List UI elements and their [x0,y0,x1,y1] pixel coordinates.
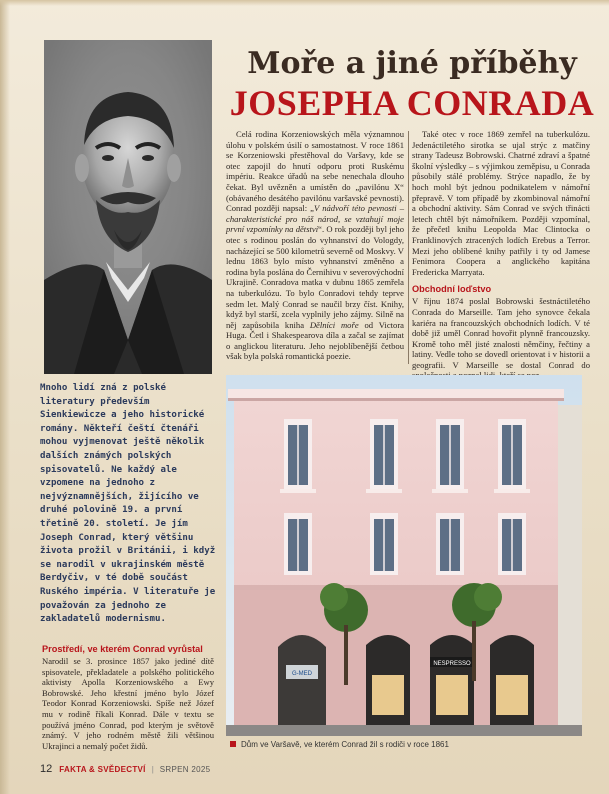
page-number: 12 [40,763,53,775]
article-title-line1: Moře a jiné příběhy [247,46,577,81]
column1-paragraph: Celá rodina Korzeniowských měla významnou úlohu v polském úsilí o samostatnost. V roce 1861 se Korzeniowski přestěhoval do Varšavy, kde se otec zapojil do hnutí odporu proti Ruskému impériu. Reakce úřadů na sebe nenechala dlouho čekat. Byl uvězněn a umístěn do „pavilónu X“ (obávaného desátého pavilónu varšavské pevnosti). Conrad později napsal: „V nádvoří této pevnosti – charakteristické pro náš národ, se vztahují moje první vzpomínky na dětství“. O rok později byl jeho otec s rodinou poslán do vyhnanství do Vologdy, nacházející se 500 kilometrů severně od Moskvy. V lednu 1863 bylo místo vyhnanství změněno a rodina byla poslána do Černihivu v severovýchodní Ukrajině. Conradova matka v dubnu 1865 zemřela na tuberkulózu. To bylo Conradovi tehdy teprve sedm let. Malý Conrad se naučil brzy číst. Knihy, když byl starší, zcela vyplnily jeho zájmy. Silně na něj zapůsobila kniha Dělníci moře od Victora Huga. Četl i Shakespearova díla a začal se zajímat o anglickou literaturu. Jeho nejoblíbenější četbou však byla polská romantická poezie. [226,129,405,362]
caption-text: Dům ve Varšavě, ve kterém Conrad žil s rodiči v roce 1861 [241,739,449,749]
column-divider [408,131,409,364]
article-title-line2: JOSEPHA CONRADA [229,83,595,123]
page-top-shadow [0,0,609,6]
subheading-childhood: Prostředí, ve kterém Conrad vyrůstal [42,644,203,654]
door-sign: G-MED [292,671,312,677]
column2-paragraph-1: Také otec v roce 1869 zemřel na tuberkulózu. Jedenáctiletého sirotka se ujal strýc z matčiny strany Tadeusz Bobrowski. Chatrné zdraví a špatné školní výsledky – s výjimkou zeměpisu, u Conrada působily stálé problémy. Strýce napadlo, že by hoch mohl být jednou podnikatelem v námořní přepravě. V tom případě by zkombinoval námořní a obchodní aktivity. Sám Conrad ve svých třinácti letech chtěl být námořníkem. Později vzpomínal, že přečetl knihu Leopolda Mac Clintocka o Franklinových ztracených lodích Erebus a Terror. Mezi jeho oblíbené knihy patřily i ty od Jamese Fenimora Coopera a anglického kapitána Fredericka Marryata. [412,129,590,277]
warsaw-house-photo [226,375,582,736]
page-footer [40,762,340,776]
left-column [42,644,214,751]
caption-marker-icon [230,741,236,747]
column2-paragraph-2: V říjnu 1874 poslal Bobrowski šestnáctiletého Conrada do Marseille. Tam jeho synovce čekala kariéra na francouzských obchodních lodích. V té době již uměl Conrad hovořit plynně francouzsky. Kromě toho měl jisté znalosti němčiny, řečtiny a latiny. Vedle toho se dovedl orientovat i v historii a geografii. V Marseille se dostal Conrad do [412,296,590,370]
footer-separator: | [151,764,154,774]
subheading-merchant-fleet: Obchodní loďstvo [412,284,492,295]
photo-caption [230,738,590,750]
article-intro: Mnoho lidí zná z polské literatury především Sienkiewicze a jeho historické romány. Někteří čeští čtenáři mohou vyjmenovat ještě několik dalších známých polských spisovatelů. Ne každý ale vzpomene na jednoho z nejvýznamnějších, žijícího ve druhé polovině 19. a první třetině 20. století. Je jím Joseph Conrad, který většinu života prožil v Británii, i když se narodil v ukrajinském městě Berdyčiv, v té době součást Ruského impéria. V literatuře je považován za jednoho ze zakladatelů modernismu. [40,383,216,625]
page-edge-shadow [0,0,10,794]
issue-date: SRPEN 2025 [159,764,211,774]
shop-sign: NESPRESSO [433,661,471,667]
magazine-name: FAKTA & SVĚDECTVÍ [59,764,146,774]
body-column-2 [412,129,590,381]
conrad-portrait-photo [44,40,212,374]
body-column-1 [226,129,404,362]
left-column-paragraph: Narodil se 3. prosince 1857 jako jediné dítě spisovatele, překladatele a polského politického aktivisty Apolla Korzeniowského a Ewy Bobrowské. Jeho křestní jméno bylo Józef Teodor Konrad Korzeniowski. Spíše než Józef mu v rodině říkali Konrad. Dále v textu se používá jméno Conrad, pod kterým je světově známý. V jeho rodném městě žili většinou Ukrajinci a nemalý počet židů. [42,656,214,751]
